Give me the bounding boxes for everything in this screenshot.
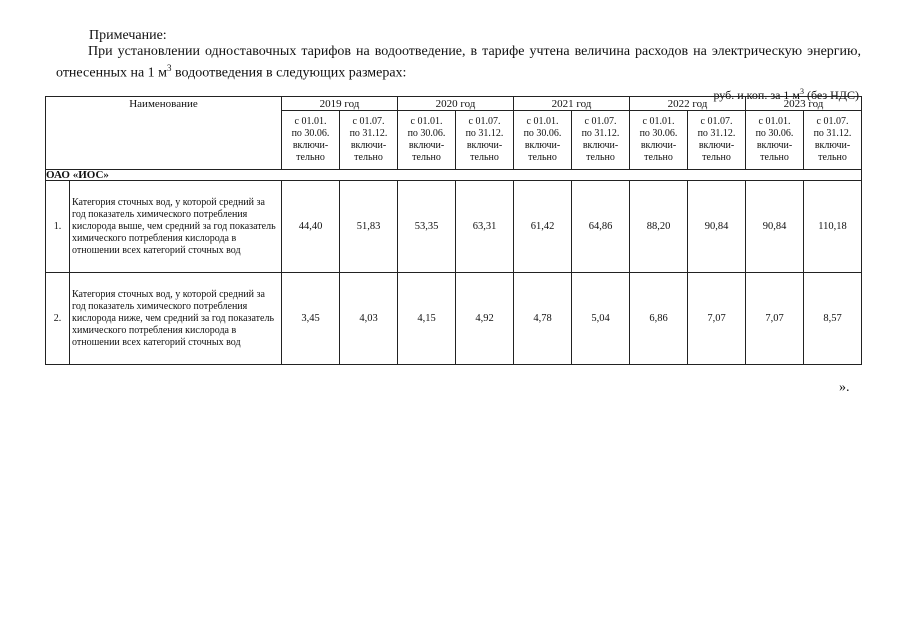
tariff-table [45, 96, 862, 365]
organization-name: ОАО «ИОС» [46, 170, 862, 181]
tariff-value: 64,86 [572, 181, 630, 273]
category-description: Категория сточных вод, у которой средний за год показатель химического потребления кислорода выше, чем средний за год показатель химического потребления кислорода в отношении всех категорий сточных вод [70, 181, 282, 273]
note-text-superscript: 3 [167, 63, 172, 73]
note-text-main: При установлении одноставочных тарифов на водоотведение, в тарифе учтена величина расходов на электрическую энергию, отнесенных на 1 м [56, 44, 861, 81]
year-header: 2021 год [514, 97, 630, 111]
year-header: 2019 год [282, 97, 398, 111]
tariff-value: 44,40 [282, 181, 340, 273]
organization-row [46, 170, 862, 181]
column-header-name: Наименование [46, 97, 282, 170]
tariff-value: 7,07 [688, 273, 746, 365]
period-header-first-half: с 01.01. по 30.06. включи- тельно [398, 111, 456, 170]
tariff-value: 4,78 [514, 273, 572, 365]
tariff-value: 53,35 [398, 181, 456, 273]
note-title: Примечание: [89, 28, 167, 43]
period-header-first-half: с 01.01. по 30.06. включи- тельно [282, 111, 340, 170]
tariff-value: 3,45 [282, 273, 340, 365]
note-text [56, 44, 861, 82]
year-header: 2023 год [746, 97, 862, 111]
row-number: 2. [46, 273, 70, 365]
tariff-value: 6,86 [630, 273, 688, 365]
period-header-second-half: с 01.07. по 31.12. включи- тельно [688, 111, 746, 170]
tariff-value: 7,07 [746, 273, 804, 365]
units-label-tail: (без НДС) [803, 88, 859, 102]
period-header-second-half: с 01.07. по 31.12. включи- тельно [572, 111, 630, 170]
tariff-value: 63,31 [456, 181, 514, 273]
category-description: Категория сточных вод, у которой средний за год показатель химического потребления кислорода ниже, чем средний за год показатель химического потребления кислорода в отношении всех категорий сточных вод [70, 273, 282, 365]
period-header-first-half: с 01.01. по 30.06. включи- тельно [746, 111, 804, 170]
units-label-superscript: 3 [799, 87, 804, 96]
period-header-second-half: с 01.07. по 31.12. включи- тельно [340, 111, 398, 170]
tariff-value: 90,84 [746, 181, 804, 273]
period-header-second-half: с 01.07. по 31.12. включи- тельно [456, 111, 514, 170]
units-label-main: руб. и коп. за 1 м [713, 88, 800, 102]
closing-quote: ». [839, 380, 850, 395]
period-header-first-half: с 01.01. по 30.06. включи- тельно [630, 111, 688, 170]
period-header-second-half: с 01.07. по 31.12. включи- тельно [804, 111, 862, 170]
tariff-value: 90,84 [688, 181, 746, 273]
note-text-tail: водоотведения в следующих размерах: [171, 65, 407, 81]
year-header: 2020 год [398, 97, 514, 111]
tariff-value: 4,03 [340, 273, 398, 365]
tariff-value: 110,18 [804, 181, 862, 273]
tariff-value: 8,57 [804, 273, 862, 365]
table-row [46, 273, 862, 365]
year-header: 2022 год [630, 97, 746, 111]
tariff-value: 4,15 [398, 273, 456, 365]
tariff-value: 5,04 [572, 273, 630, 365]
tariff-value: 51,83 [340, 181, 398, 273]
period-header-first-half: с 01.01. по 30.06. включи- тельно [514, 111, 572, 170]
tariff-value: 4,92 [456, 273, 514, 365]
row-number: 1. [46, 181, 70, 273]
table-row [46, 181, 862, 273]
tariff-value: 61,42 [514, 181, 572, 273]
tariff-value: 88,20 [630, 181, 688, 273]
